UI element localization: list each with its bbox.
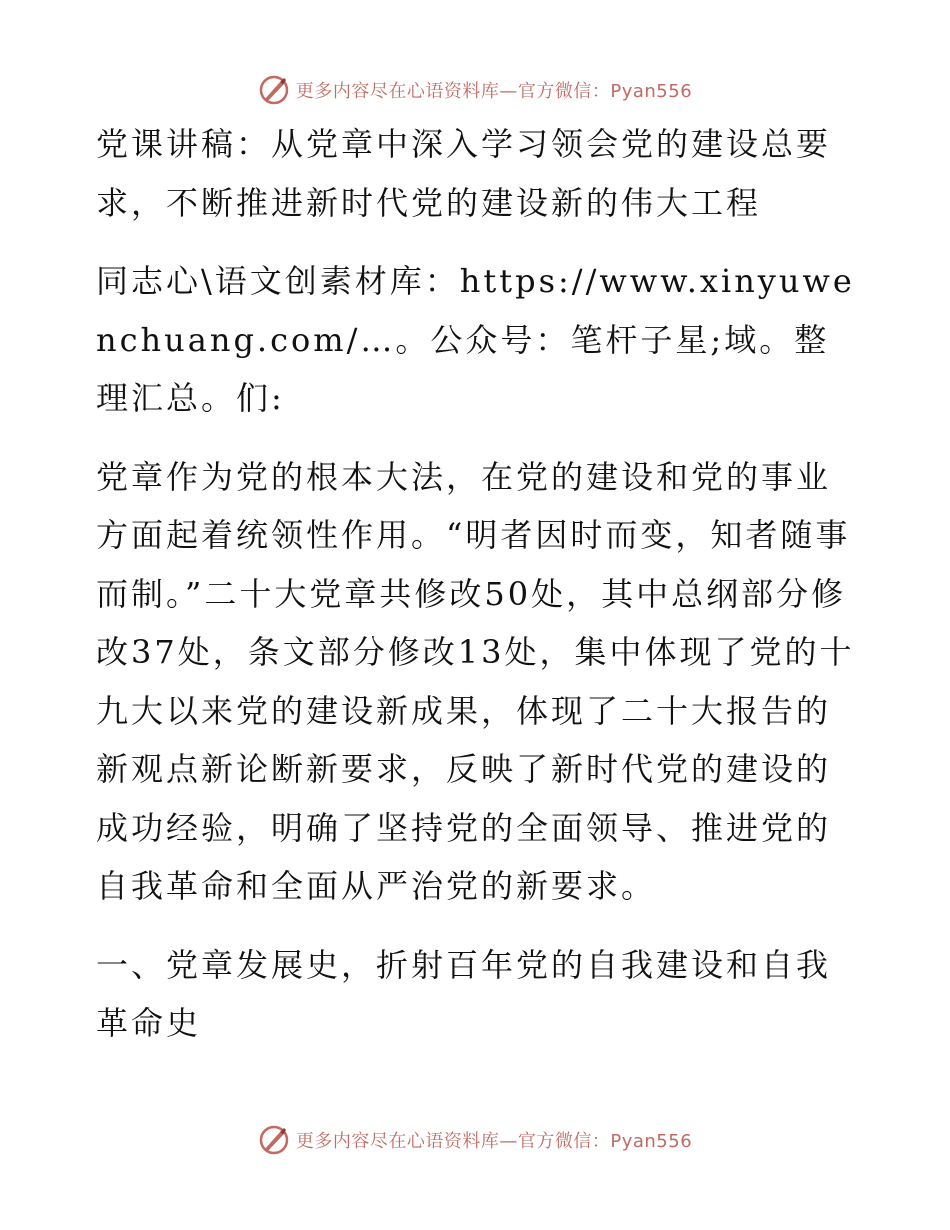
pen-logo-icon — [258, 1124, 290, 1156]
document-title: 党课讲稿：从党章中深入学习领会党的建设总要求，不断推进新时代党的建设新的伟大工程 — [96, 125, 832, 222]
source-note: 同志心\语文创素材库：https://www.xinyuwenchuang.com/…。公众号：笔杆子星;域。整理汇总。们: — [96, 262, 855, 417]
body-paragraph: 党章作为党的根本大法，在党的建设和党的事业方面起着统领性作用。“明者因时而变，知者随事而制。”二十大党章共修改50处，其中总纲部分修改37处，条文部分修改13处，集中体现了党的十九大以来党的建设新成果，体现了二十大报告的新观点新论断新要求，反映了新时代党的建设的成功经验，明确了坚持党的全面领导、推进党的自我革命和全面从严治党的新要求。 — [96, 457, 855, 905]
section-heading: 一、党章发展史，折射百年党的自我建设和自我革命史 — [96, 945, 832, 1042]
document-body — [96, 115, 856, 1053]
watermark-text: 更多内容尽在心语资料库—官方微信：Pyan556 — [295, 1131, 693, 1152]
pen-logo-icon — [258, 74, 290, 106]
watermark-footer — [0, 1120, 950, 1160]
watermark-header — [0, 70, 950, 110]
watermark-text: 更多内容尽在心语资料库—官方微信：Pyan556 — [295, 81, 693, 102]
